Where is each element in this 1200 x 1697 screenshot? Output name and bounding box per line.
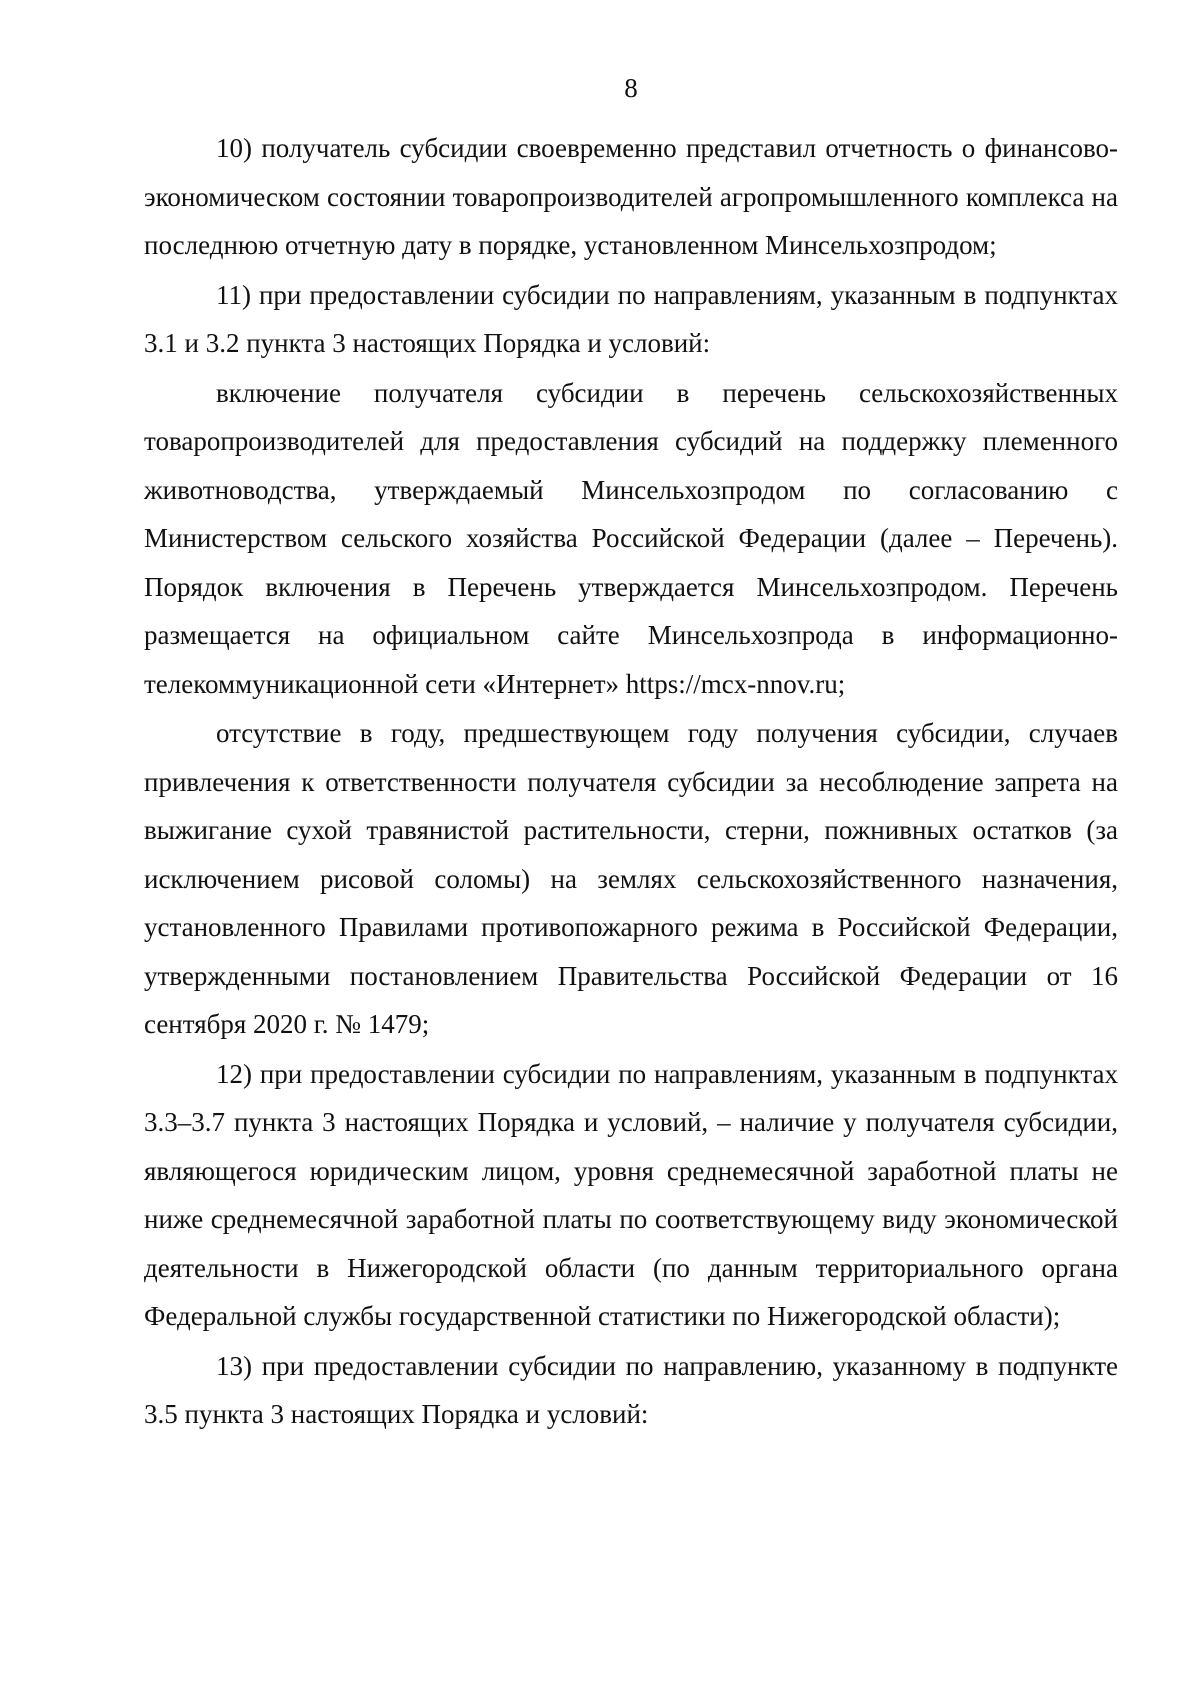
page-number: 8 [624,73,638,103]
paragraph-item-13: 13) при предоставлении субсидии по направлению, указанному в подпункте 3.5 пункта 3 настоящих Порядка и условий: [144,1350,1118,1429]
paragraph-item-11: 11) при предоставлении субсидии по направлениям, указанным в подпунктах 3.1 и 3.2 пункта 3 настоящих Порядка и условий: [144,279,1118,358]
paragraph-item-12: 12) при предоставлении субсидии по направлениям, указанным в подпунктах 3.3–3.7 пункта 3 настоящих Порядка и условий, – наличие у получателя субсидии, являющегося юридическим лицом, уровня среднемесячной заработной платы не ниже среднемесячной заработной платы по соответствующему виду экономической деятельности в Нижегородской области (по данным территориального органа Федеральной службы государственной статистики по Нижегородской области); [144,1058,1118,1331]
paragraph-no-burning-violations: отсутствие в году, предшествующем году получения субсидии, случаев привлечения к ответственности получателя субсидии за несоблюдение запрета на выжигание сухой травянистой растительности, стерни, пожнивных остатков (за исключением рисовой соломы) на землях сельскохозяйственного назначения, установленного Правилами противопожарного режима в Российской Федерации, утвержденными постановлением Правительства Российской Федерации от 16 сентября 2020 г. № 1479; [144,718,1118,1039]
paragraph-inclusion-list: включение получателя субсидии в перечень сельскохозяйственных товаропроизводителей для предоставления субсидий на поддержку племенного животноводства, утверждаемый Минсельхозпродом по согласованию с Министерством сельского хозяйства Российской Федерации (далее – Перечень). Порядок включения в Перечень утверждается Минсельхозпродом. Перечень размещается на официальном сайте Минсельхозпрода в информационно-телекоммуникационной сети «Интернет» https://mcx-nnov.ru; [144,377,1118,699]
document-body [144,124,1118,1439]
paragraph-item-10: 10) получатель субсидии своевременно представил отчетность о финансово-экономическом состоянии товаропроизводителей агропромышленного комплекса на последнюю отчетную дату в порядке, установленном Минсельхозпродом; [144,133,1118,260]
